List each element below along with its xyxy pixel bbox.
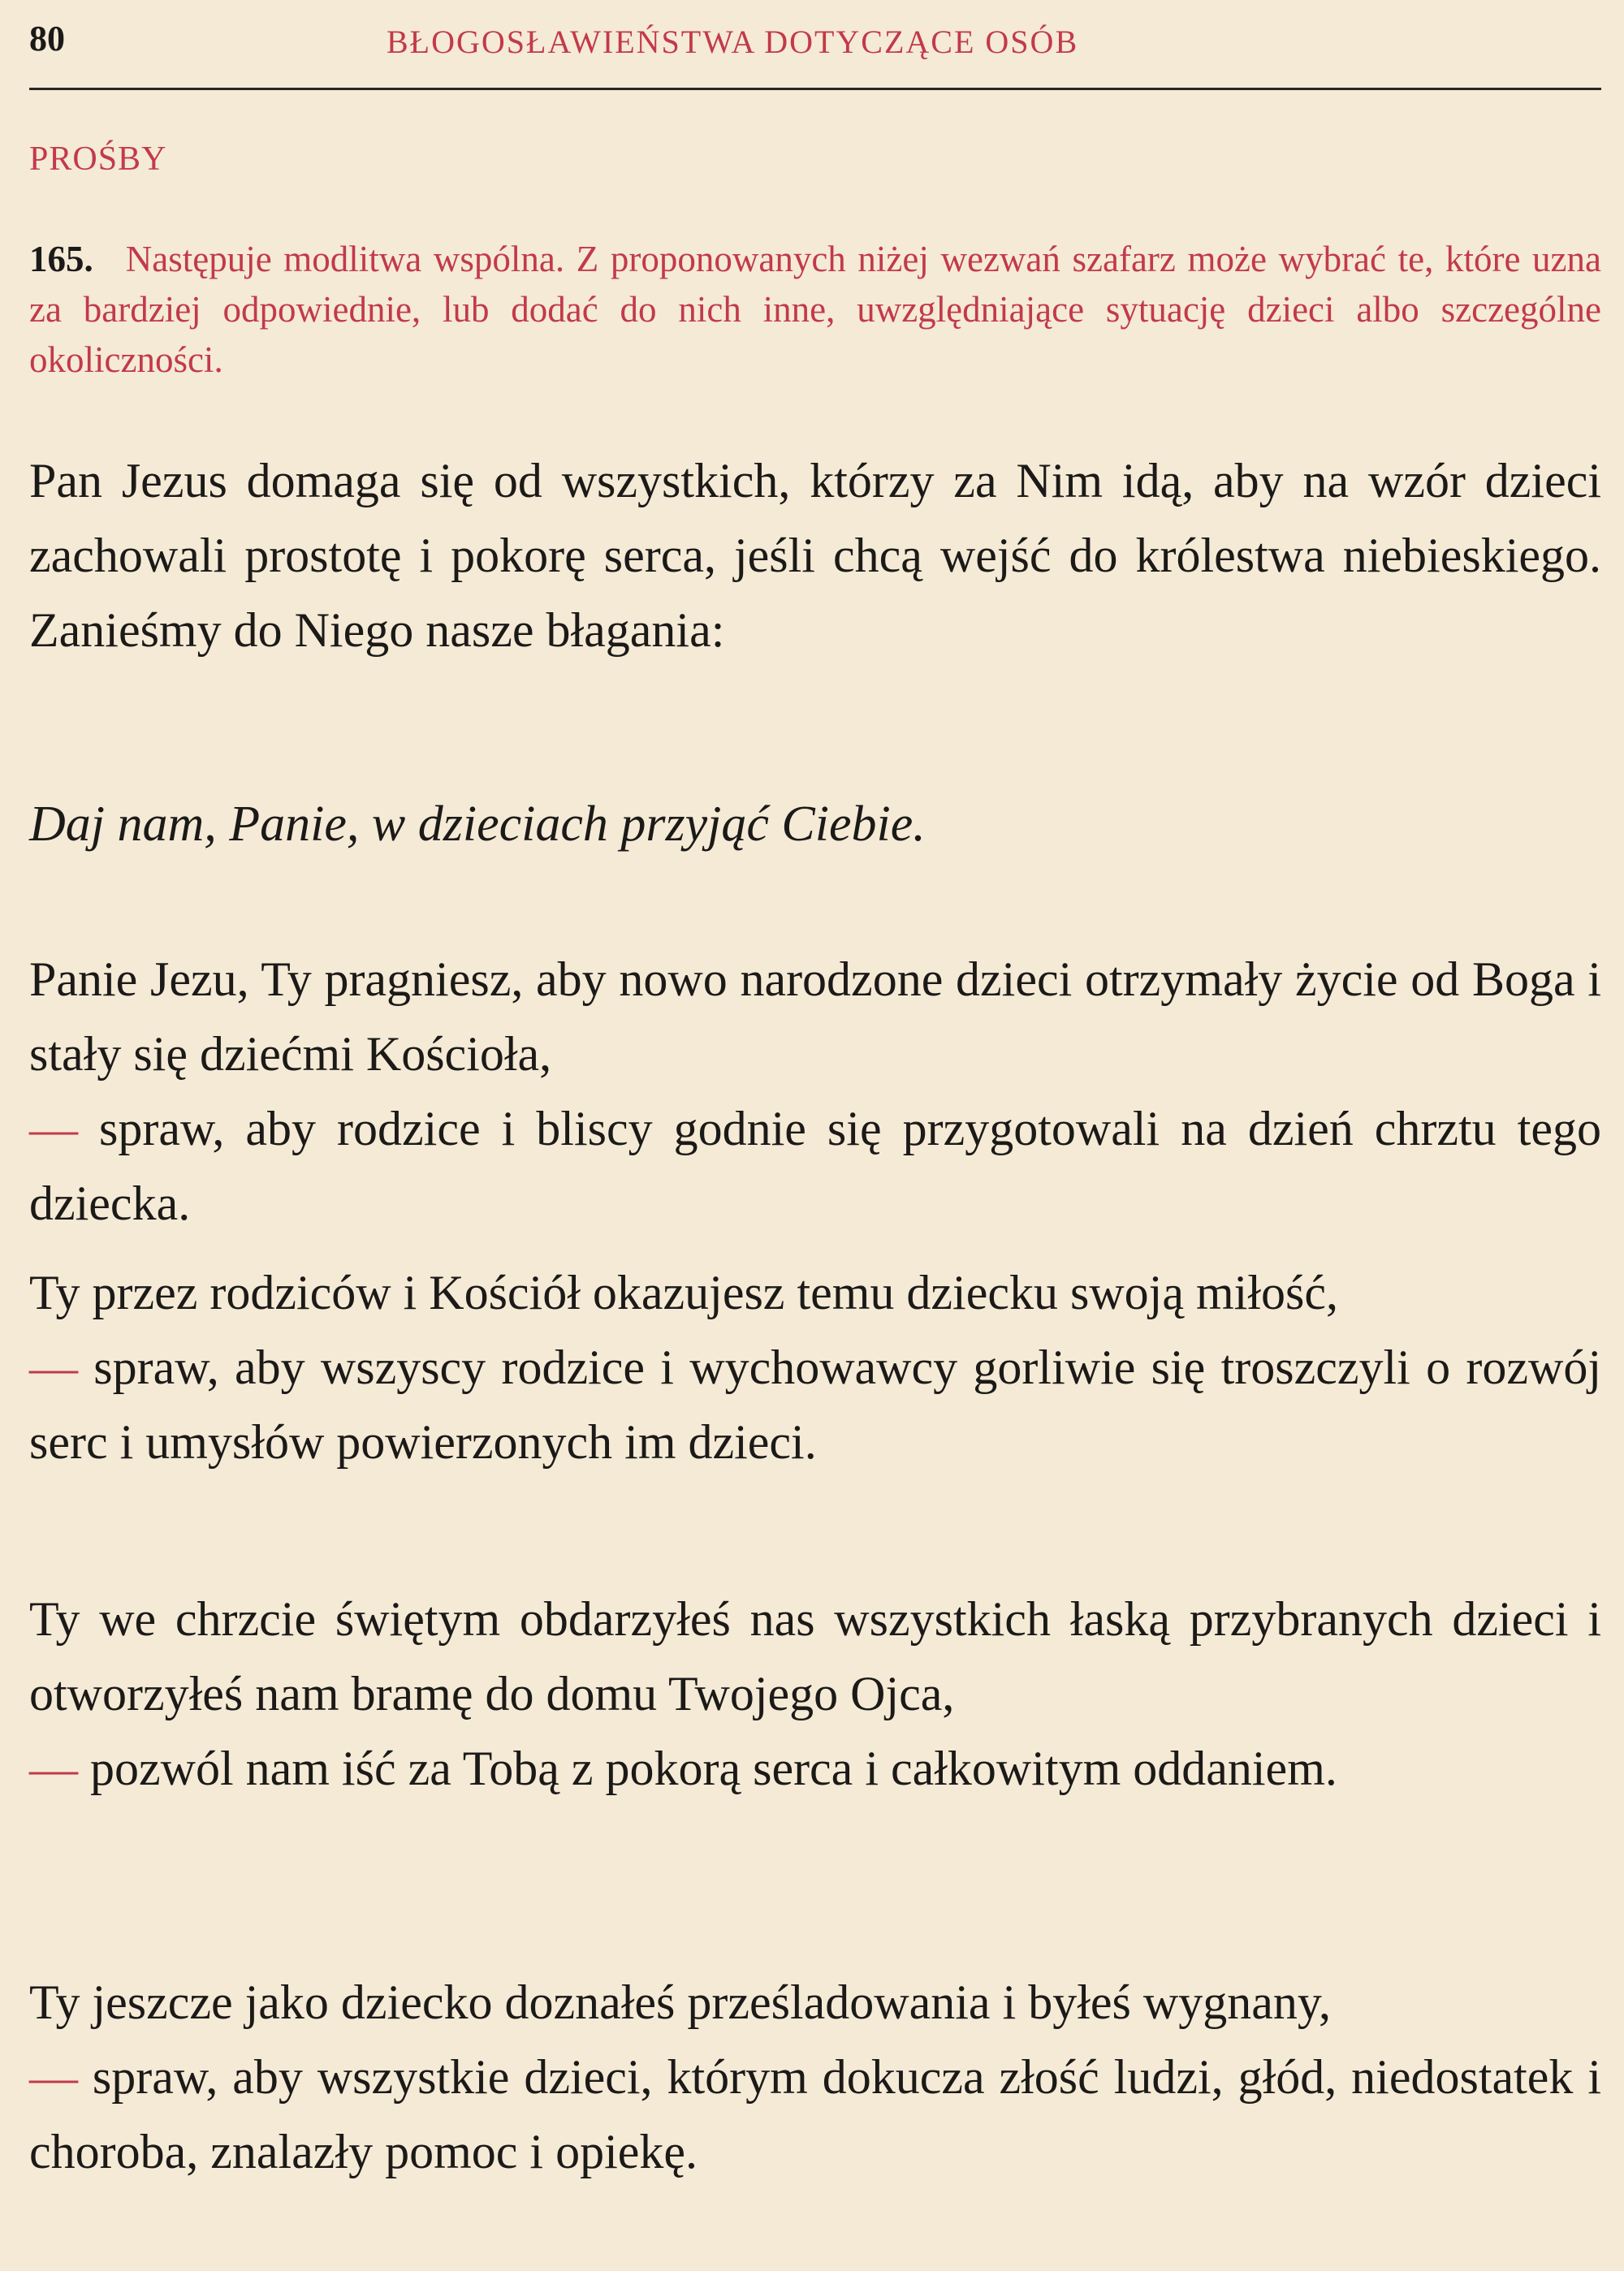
petition-plea-line bbox=[29, 2040, 1601, 2189]
petition-plea: spraw, aby wszyscy rodzice i wychowawcy gorliwie się troszczyli o rozwój serc i umysłów powierzonych im dzieci. bbox=[29, 1341, 1602, 1469]
rubric-paragraph bbox=[29, 234, 1601, 385]
petition-1 bbox=[29, 942, 1601, 1241]
red-dash: — bbox=[29, 2050, 78, 2104]
petition-plea-line bbox=[29, 1731, 1601, 1806]
book-page bbox=[29, 0, 1601, 2271]
petition-plea: pozwól nam iść za Tobą z pokorą serca i całkowitym oddaniem. bbox=[90, 1742, 1337, 1795]
rubric-text: Następuje modlitwa wspólna. Z proponowanych niżej wezwań szafarz może wybrać te, które uzna za bardziej odpowiednie, lub dodać do nich inne, uwzględniające sytuację dzieci albo szczególne okoliczności. bbox=[29, 239, 1601, 380]
header-divider bbox=[29, 88, 1601, 90]
petition-plea: spraw, aby wszystkie dzieci, którym dokucza złość ludzi, głód, niedostatek i choroba, znalazły pomoc i opiekę. bbox=[29, 2050, 1602, 2178]
petition-invocation: Panie Jezu, Ty pragniesz, aby nowo narodzone dzieci otrzymały życie od Boga i stały się dziećmi Kościoła, bbox=[29, 952, 1601, 1081]
response-line: Daj nam, Panie, w dzieciach przyjąć Ciebie. bbox=[29, 797, 926, 852]
rubric-number: 165. bbox=[29, 239, 93, 279]
intro-paragraph: Pan Jezus domaga się od wszystkich, którzy za Nim idą, aby na wzór dzieci zachowali prostotę i pokorę serca, jeśli chcą wejść do królestwa niebieskiego. Zanieśmy do Niego nasze błagania: bbox=[29, 454, 1601, 657]
page-header bbox=[29, 18, 1601, 71]
petition-plea-line bbox=[29, 1330, 1601, 1479]
petition-plea-line bbox=[29, 1091, 1601, 1241]
petition-invocation: Ty jeszcze jako dziecko doznałeś prześladowania i byłeś wygnany, bbox=[29, 1975, 1331, 2029]
petition-3 bbox=[29, 1582, 1601, 1806]
page-number: 80 bbox=[29, 19, 65, 58]
petition-2 bbox=[29, 1255, 1601, 1479]
section-heading: PROŚBY bbox=[29, 140, 167, 178]
petition-invocation: Ty we chrzcie świętym obdarzyłeś nas wszystkich łaską przybranych dzieci i otworzyłeś nam bramę do domu Twojego Ojca, bbox=[29, 1592, 1601, 1721]
red-dash: — bbox=[29, 1102, 78, 1155]
petition-4 bbox=[29, 1965, 1601, 2189]
red-dash: — bbox=[29, 1742, 78, 1795]
red-dash: — bbox=[29, 1341, 78, 1394]
petition-plea: spraw, aby rodzice i bliscy godnie się przygotowali na dzień chrztu tego dziecka. bbox=[29, 1102, 1601, 1230]
petition-invocation: Ty przez rodziców i Kościół okazujesz temu dziecku swoją miłość, bbox=[29, 1266, 1338, 1319]
running-title: BŁOGOSŁAWIEŃSTWA DOTYCZĄCE OSÓB bbox=[387, 24, 1079, 60]
